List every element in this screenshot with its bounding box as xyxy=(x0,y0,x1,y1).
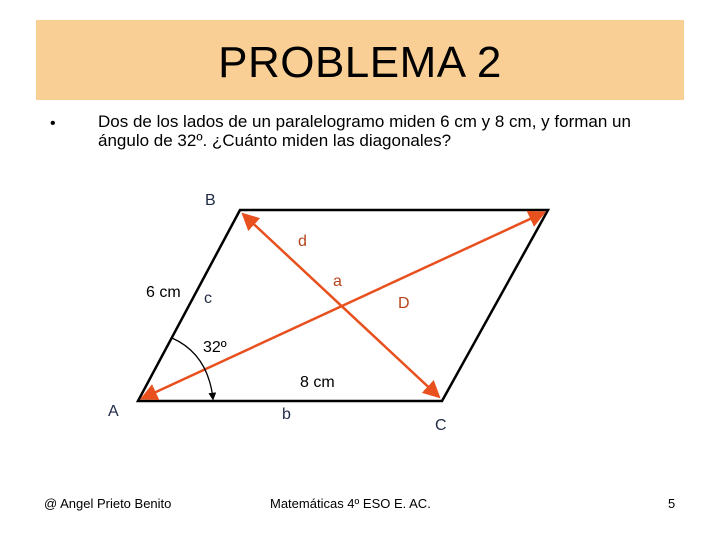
vertex-label-a: A xyxy=(108,403,119,420)
segment-label-b: b xyxy=(282,406,291,423)
problem-statement: Dos de los lados de un paralelogramo miden 6 cm y 8 cm, y forman un ángulo de 32º. ¿Cuánto miden las diagonales? xyxy=(98,112,631,150)
side-length-6cm: 6 cm xyxy=(146,284,181,301)
segment-label-a: a xyxy=(333,273,342,290)
segment-label-c: c xyxy=(204,290,212,307)
vertex-label-c: C xyxy=(435,417,447,434)
slide-title: PROBLEMA 2 xyxy=(218,38,502,87)
footer-course: Matemáticas 4º ESO E. AC. xyxy=(270,496,431,511)
footer-author: @ Angel Prieto Benito xyxy=(44,496,172,511)
angle-label: 32º xyxy=(203,339,227,356)
vertex-label-d: D xyxy=(398,295,410,312)
vertex-label-b: B xyxy=(205,192,216,209)
bullet-point: • xyxy=(50,115,56,132)
side-length-8cm: 8 cm xyxy=(300,374,335,391)
slide-number: 5 xyxy=(668,496,676,511)
diagonal-ac xyxy=(143,213,543,398)
diagonal-label-d: d xyxy=(298,233,307,250)
